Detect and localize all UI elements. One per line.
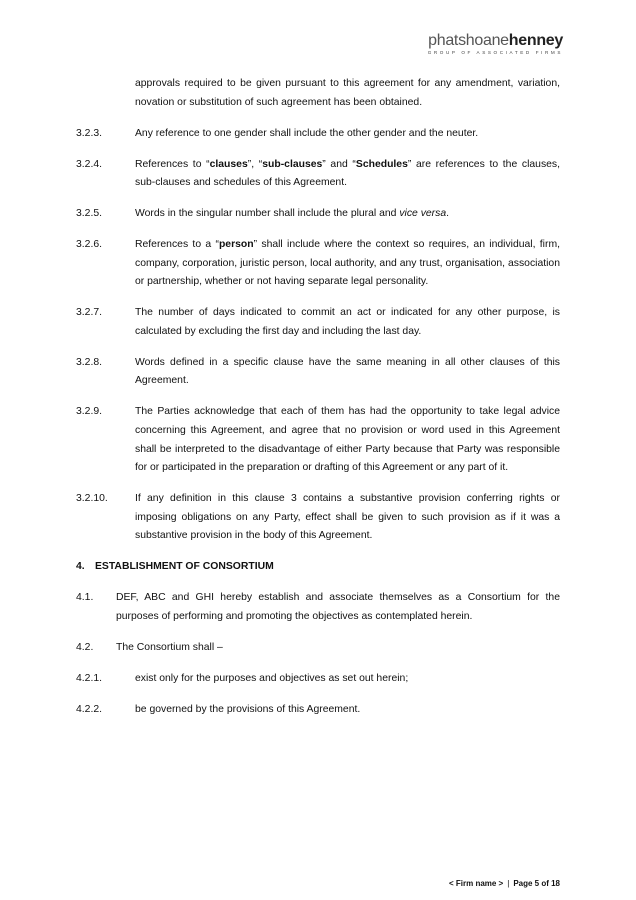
firm-logo — [428, 33, 563, 56]
clause-number: 3.2.7. — [76, 307, 102, 319]
logo-bold-text: henney — [508, 32, 563, 49]
clause-item — [76, 205, 560, 224]
clause-number: 3.2.10. — [76, 493, 108, 505]
clause-text: The Parties acknowledge that each of them has had the opportunity to take legal advice concerning this Agreement, and agree that no provision or word used in this Agreement shall be interpreted to the disadvantage of either Party because that Party was responsible for or participated in the preparation or drafting of this Agreement or any part of it. — [135, 406, 560, 474]
clause-text: Words in the singular number shall include the plural and vice versa. — [135, 208, 450, 220]
clause-text: Any reference to one gender shall include the other gender and the neuter. — [135, 127, 479, 139]
clause-number: 4.2.2. — [76, 703, 102, 715]
clause-text: Words defined in a specific clause have the same meaning in all other clauses of this Agreement. — [135, 356, 560, 387]
clause-number: 3.2.4. — [76, 158, 102, 170]
clause-number: 3.2.3. — [76, 127, 102, 139]
clause-text: DEF, ABC and GHI hereby establish and associate themselves as a Consortium for the purposes of performing and promoting the objectives as contemplated herein. — [116, 592, 560, 622]
clause-item — [76, 236, 560, 292]
logo-light-text: phatshoane — [428, 32, 509, 49]
clause-item — [76, 639, 560, 658]
logo-tagline: GROUP OF ASSOCIATED FIRMS — [427, 50, 563, 55]
clause-item — [76, 304, 560, 341]
clauses-section-4 — [76, 589, 560, 719]
clause-number: 3.2.5. — [76, 208, 102, 220]
clause-text: References to “clauses”, “sub-clauses” and “Schedules” are references to the clauses, sub-clauses and schedules of this Agreement. — [135, 158, 561, 189]
clause-number: 4.2.1. — [76, 672, 102, 684]
clause-item — [76, 490, 560, 546]
clause-text: If any definition in this clause 3 contains a substantive provision conferring rights or imposing obligations on any Party, effect shall be given to such provision as if it was a substantive provision in the body of this Agreement. — [135, 493, 560, 542]
clauses-section-3 — [76, 75, 560, 546]
clause-number: 4.2. — [76, 641, 94, 653]
clause-item — [76, 701, 560, 720]
footer-separator: | — [507, 879, 510, 888]
page-footer — [449, 879, 560, 888]
clause-text: exist only for the purposes and objectives as set out herein; — [135, 672, 409, 684]
clause-text: be governed by the provisions of this Agreement. — [135, 703, 361, 715]
clause-item — [76, 670, 560, 689]
section-number: 4. — [76, 561, 85, 573]
clause-text: The Consortium shall – — [116, 641, 223, 653]
clause-number: 4.1. — [76, 592, 94, 604]
clause-number: 3.2.6. — [76, 239, 102, 251]
clause-number: 3.2.8. — [76, 356, 102, 368]
clause-item — [76, 125, 560, 144]
clause-text: The number of days indicated to commit an act or indicated for any other purpose, is calculated by excluding the first day and including the last day. — [135, 307, 560, 337]
section-heading — [76, 558, 560, 577]
footer-page-number: Page 5 of 18 — [513, 879, 560, 888]
clause-item — [76, 403, 560, 477]
section-title: ESTABLISHMENT OF CONSORTIUM — [95, 561, 274, 573]
clause-item — [76, 156, 560, 193]
clause-item — [76, 354, 560, 391]
clause-text: approvals required to be given pursuant to this agreement for any amendment, variation, novation or substitution of such agreement has been obtained. — [135, 78, 560, 108]
document-body — [76, 75, 560, 732]
clause-number: 3.2.9. — [76, 406, 102, 418]
clause-item — [76, 589, 560, 626]
clause-text: References to a “person” shall include where the context so requires, an individual, firm, company, corporation, juristic person, local authority, and any trust, organisation, association or partnership, whether or not having separate legal personality. — [135, 239, 560, 288]
footer-firm-name: < Firm name > — [448, 879, 504, 888]
logo-wordmark — [428, 33, 563, 49]
clause-item — [76, 75, 560, 112]
